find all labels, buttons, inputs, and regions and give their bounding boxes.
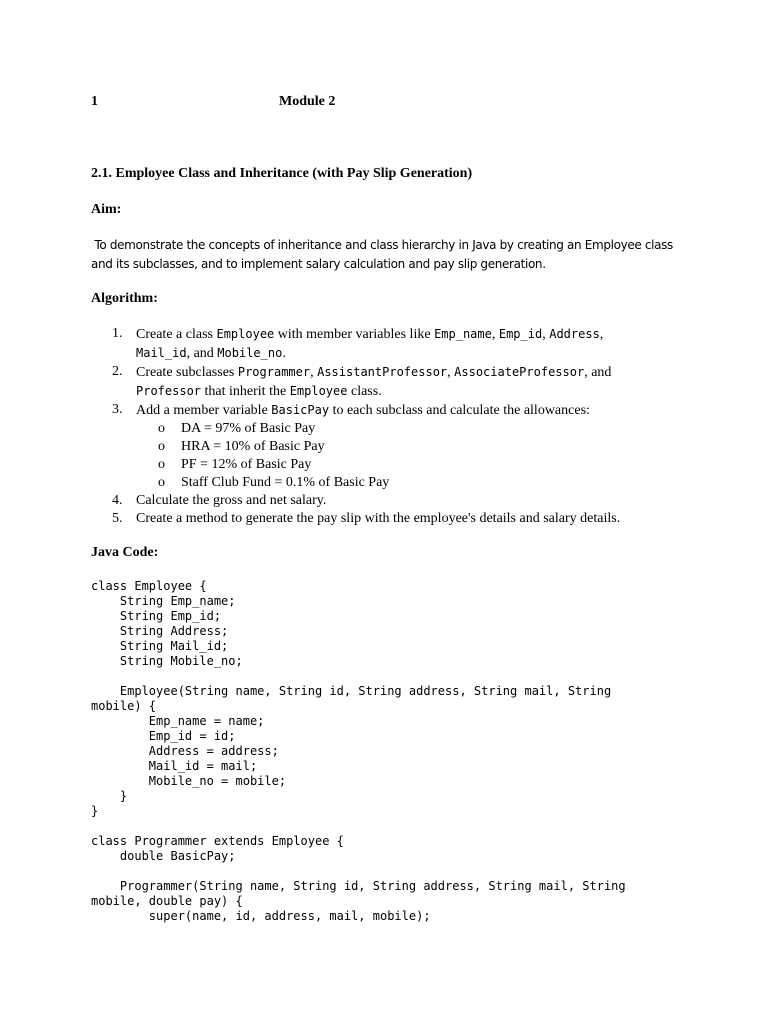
aim-heading: Aim: bbox=[91, 202, 122, 217]
code-term: Mail_id bbox=[136, 346, 187, 360]
bullet: o bbox=[158, 421, 165, 436]
allowance-text: PF = 12% of Basic Pay bbox=[181, 457, 312, 472]
step-text: , bbox=[447, 365, 455, 380]
code-term: Emp_id bbox=[498, 327, 543, 341]
code-term: Professor bbox=[136, 384, 202, 398]
step-text: Create subclasses bbox=[136, 365, 238, 380]
code-term: AssociateProfessor bbox=[454, 365, 585, 379]
bullet: o bbox=[158, 475, 165, 490]
bullet: o bbox=[158, 439, 165, 454]
algorithm-step bbox=[0, 401, 696, 420]
code-term: AssistantProfessor bbox=[317, 365, 448, 379]
step-text: with member variables like bbox=[274, 327, 435, 342]
code-term: Mobile_no bbox=[217, 346, 283, 360]
algorithm-step bbox=[0, 325, 696, 363]
step-text: Create a class bbox=[136, 327, 217, 342]
step-number: 1. bbox=[112, 326, 123, 341]
allowance-item bbox=[0, 456, 768, 474]
step-text: , bbox=[542, 327, 550, 342]
code-term: Programmer bbox=[237, 365, 311, 379]
code-term: Employee bbox=[289, 384, 348, 398]
page-number: 1 bbox=[91, 94, 98, 109]
code-term: Employee bbox=[216, 327, 275, 341]
algorithm-list bbox=[0, 325, 768, 528]
step-number: 5. bbox=[112, 511, 123, 526]
java-code-heading: Java Code: bbox=[91, 545, 159, 560]
allowance-item bbox=[0, 420, 768, 438]
allowance-text: DA = 97% of Basic Pay bbox=[181, 421, 316, 436]
step-number: 2. bbox=[112, 364, 123, 379]
allowance-item bbox=[0, 438, 768, 456]
allowance-item bbox=[0, 474, 768, 492]
aim-text: To demonstrate the concepts of inheritance and class hierarchy in Java by creating an Employee class and its subclasses, and to implement salary calculation and pay slip generation. bbox=[91, 238, 673, 271]
algorithm-heading: Algorithm: bbox=[91, 291, 158, 306]
step-text: Calculate the gross and net salary. bbox=[136, 493, 327, 508]
code-term: Emp_name bbox=[434, 327, 492, 341]
step-number: 4. bbox=[112, 493, 123, 508]
algorithm-step bbox=[0, 510, 696, 528]
step-text: Add a member variable bbox=[136, 403, 272, 418]
code-term: Address bbox=[549, 327, 600, 341]
step-text: to each subclass and calculate the allowances: bbox=[329, 403, 590, 418]
step-text: , bbox=[491, 327, 499, 342]
section-title: 2.1. Employee Class and Inheritance (with Pay Slip Generation) bbox=[91, 166, 473, 181]
allowance-text: HRA = 10% of Basic Pay bbox=[181, 439, 325, 454]
step-text: , bbox=[310, 365, 318, 380]
algorithm-step bbox=[0, 363, 696, 401]
step-text: , and bbox=[584, 365, 612, 380]
step-text: that inherit the bbox=[201, 384, 290, 399]
step-number: 3. bbox=[112, 402, 123, 417]
page-header bbox=[91, 94, 691, 114]
step-text: , and bbox=[186, 346, 218, 361]
code-term: BasicPay bbox=[271, 403, 330, 417]
algorithm-step bbox=[0, 492, 696, 510]
step-text: class. bbox=[347, 384, 382, 399]
java-code-block: class Employee { String Emp_name; String Emp_id; String Address; String Mail_id; String Mobile_no; Employee(String name, String id, String address, String mail, String mobile) { Emp_name = name; Emp_id = id; Address = address; Mail_id = mail; Mobile_no = mobile; } } class Programmer extends Employee { double BasicPay; Programmer(String name, String id, String address, String mail, String mobile, double pay) { super(name, id, address, mail, mobile); bbox=[91, 579, 626, 923]
step-text: , bbox=[599, 327, 604, 342]
module-title: Module 2 bbox=[279, 94, 336, 109]
allowance-text: Staff Club Fund = 0.1% of Basic Pay bbox=[181, 475, 390, 490]
step-text: Create a method to generate the pay slip with the employee's details and salary details. bbox=[136, 511, 621, 526]
bullet: o bbox=[158, 457, 165, 472]
step-text: . bbox=[282, 346, 286, 361]
